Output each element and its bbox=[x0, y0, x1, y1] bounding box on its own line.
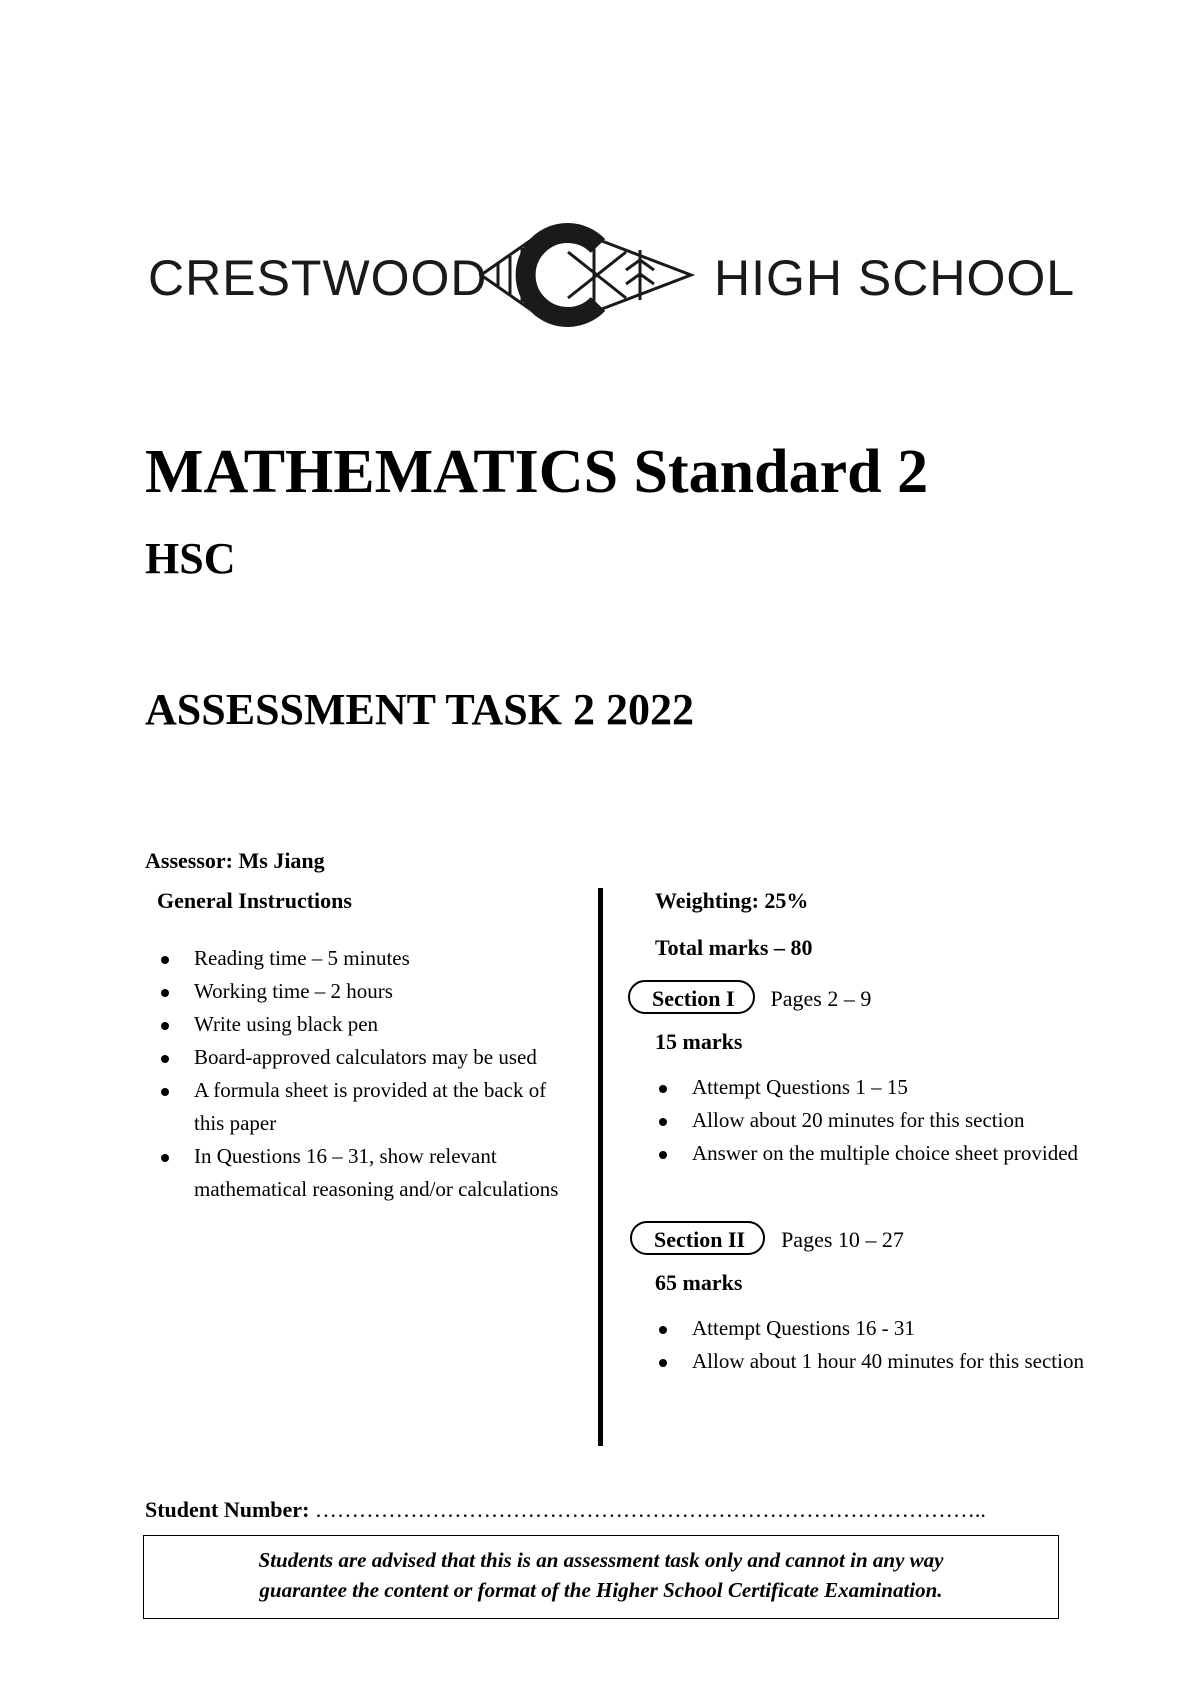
list-item: Allow about 1 hour 40 minutes for this section bbox=[655, 1345, 1085, 1378]
assessor-label: Assessor: Ms Jiang bbox=[145, 848, 325, 873]
school-name-left: CRESTWOOD bbox=[148, 250, 488, 306]
general-instructions-list bbox=[157, 942, 577, 1206]
section-2-pages: Pages 10 – 27 bbox=[781, 1227, 904, 1252]
page-subtitle: HSC bbox=[145, 534, 236, 583]
weighting: Weighting: 25% bbox=[655, 888, 809, 913]
general-instructions-heading: General Instructions bbox=[157, 888, 352, 913]
total-marks: Total marks – 80 bbox=[655, 935, 813, 960]
disclaimer-box bbox=[143, 1535, 1059, 1619]
disclaimer-line-1: Students are advised that this is an assessment task only and cannot in any way bbox=[258, 1548, 944, 1572]
section-2-badge: Section II bbox=[630, 1221, 765, 1255]
section-1-marks: 15 marks bbox=[655, 1029, 743, 1054]
student-number-label: Student Number: bbox=[145, 1497, 310, 1522]
section-2-header bbox=[630, 1221, 904, 1255]
student-number-dots: ……………………………………………………………………………….. bbox=[314, 1497, 986, 1522]
section-1-badge: Section I bbox=[628, 980, 755, 1014]
list-item: Board-approved calculators may be used bbox=[157, 1041, 554, 1074]
school-name-right: HIGH SCHOOL bbox=[714, 250, 1076, 306]
section-1-pages: Pages 2 – 9 bbox=[770, 986, 872, 1011]
column-divider bbox=[598, 888, 603, 1446]
list-item: In Questions 16 – 31, show relevant mathematical reasoning and/or calculations bbox=[157, 1140, 574, 1206]
student-number-field[interactable] bbox=[145, 1497, 986, 1523]
section-2-marks: 65 marks bbox=[655, 1270, 743, 1295]
task-heading: ASSESSMENT TASK 2 2022 bbox=[145, 685, 694, 734]
general-instructions bbox=[157, 888, 577, 1206]
list-item: Working time – 2 hours bbox=[157, 975, 577, 1008]
school-crest-logo bbox=[476, 220, 696, 330]
list-item: Allow about 20 minutes for this section bbox=[655, 1104, 1175, 1137]
list-item: Write using black pen bbox=[157, 1008, 577, 1041]
section-1-list bbox=[655, 1071, 1175, 1170]
section-1-header bbox=[628, 980, 871, 1014]
disclaimer-line-2: guarantee the content or format of the Higher School Certificate Examination. bbox=[259, 1578, 943, 1602]
list-item: Answer on the multiple choice sheet provided bbox=[655, 1137, 1175, 1170]
list-item: Reading time – 5 minutes bbox=[157, 942, 577, 975]
page-title: MATHEMATICS Standard 2 bbox=[145, 438, 929, 506]
list-item: Attempt Questions 16 - 31 bbox=[655, 1312, 1085, 1345]
list-item: Attempt Questions 1 – 15 bbox=[655, 1071, 1175, 1104]
list-item: A formula sheet is provided at the back of this paper bbox=[157, 1074, 554, 1140]
section-2-list bbox=[655, 1312, 1085, 1378]
